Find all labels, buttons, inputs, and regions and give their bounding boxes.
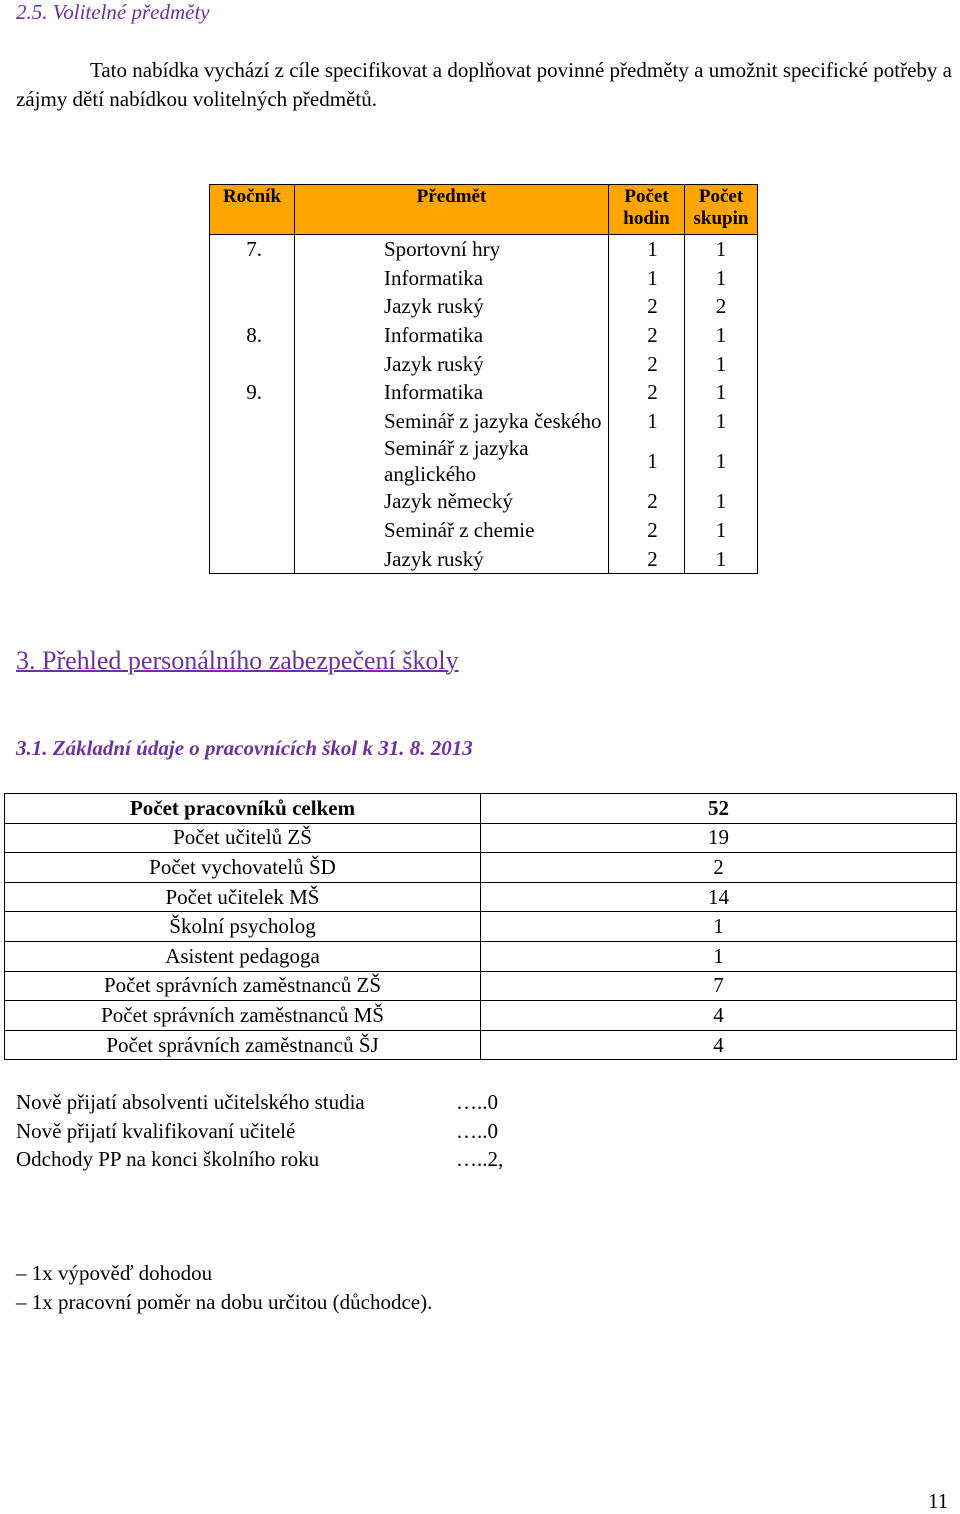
elective-row <box>210 264 758 293</box>
departure-item: – 1x pracovní poměr na dobu určitou (důchodce). <box>16 1290 433 1314</box>
staff-value: 2 <box>481 853 957 883</box>
subject-cell: Seminář z jazyka anglického <box>295 435 609 487</box>
subject-cell: Jazyk ruský <box>295 544 609 573</box>
elective-row <box>210 544 758 573</box>
subject-cell: Sportovní hry <box>295 235 609 264</box>
subject-cell: Seminář z chemie <box>295 516 609 545</box>
staff-value: 19 <box>481 823 957 853</box>
staff-value: 7 <box>481 971 957 1001</box>
departure-item: – 1x výpověď dohodou <box>16 1261 213 1285</box>
hours-cell: 2 <box>609 487 685 516</box>
hours-cell: 1 <box>609 435 685 487</box>
staff-value: 14 <box>481 882 957 912</box>
staff-value: 4 <box>481 1001 957 1031</box>
hours-cell: 1 <box>609 407 685 436</box>
groups-cell: 1 <box>685 321 758 350</box>
grade-cell: 8. <box>210 321 295 350</box>
staff-body <box>5 794 957 1060</box>
elective-row <box>210 235 758 264</box>
section-title: 2.5. Volitelné předměty <box>16 0 210 24</box>
staff-row <box>5 882 957 912</box>
electives-body <box>210 235 758 574</box>
elective-row <box>210 292 758 321</box>
subject-cell: Informatika <box>295 264 609 293</box>
info-label: Odchody PP na konci školního roku <box>16 1147 320 1171</box>
hours-cell: 2 <box>609 516 685 545</box>
hours-cell: 2 <box>609 321 685 350</box>
groups-cell: 1 <box>685 516 758 545</box>
groups-cell: 1 <box>685 378 758 407</box>
subject-cell: Jazyk ruský <box>295 349 609 378</box>
grade-cell <box>210 407 295 436</box>
staff-row <box>5 941 957 971</box>
groups-cell: 1 <box>685 544 758 573</box>
staff-value: 52 <box>481 794 957 824</box>
page-number: 11 <box>928 1489 949 1513</box>
groups-cell: 1 <box>685 235 758 264</box>
electives-table <box>209 184 758 574</box>
grade-cell <box>210 487 295 516</box>
elective-row <box>210 435 758 487</box>
subject-cell: Informatika <box>295 321 609 350</box>
grade-cell: 7. <box>210 235 295 264</box>
header-hours: Počet hodin <box>609 185 685 235</box>
staff-row <box>5 1001 957 1031</box>
subject-cell: Informatika <box>295 378 609 407</box>
staff-label: Počet učitelek MŠ <box>5 882 481 912</box>
grade-cell <box>210 292 295 321</box>
info-value: …..0 <box>456 1090 498 1114</box>
elective-row <box>210 321 758 350</box>
hours-cell: 1 <box>609 235 685 264</box>
groups-cell: 1 <box>685 407 758 436</box>
grade-cell <box>210 349 295 378</box>
staff-label: Počet pracovníků celkem <box>5 794 481 824</box>
staff-label: Počet vychovatelů ŠD <box>5 853 481 883</box>
intro-paragraph: Tato nabídka vychází z cíle specifikovat a doplňovat povinné předměty a umožnit specifické potřeby a zájmy dětí nabídkou volitelných předmětů. <box>16 58 952 111</box>
staff-row <box>5 1030 957 1060</box>
staff-row <box>5 794 957 824</box>
staff-label: Počet správních zaměstnanců ŠJ <box>5 1030 481 1060</box>
elective-row <box>210 407 758 436</box>
info-value: …..2, <box>456 1147 504 1171</box>
groups-cell: 1 <box>685 487 758 516</box>
staff-row <box>5 971 957 1001</box>
staff-value: 1 <box>481 941 957 971</box>
elective-row <box>210 487 758 516</box>
staff-value: 4 <box>481 1030 957 1060</box>
elective-row <box>210 516 758 545</box>
staff-label: Počet správních zaměstnanců MŠ <box>5 1001 481 1031</box>
hours-cell: 1 <box>609 264 685 293</box>
elective-row <box>210 349 758 378</box>
chapter-title: 3. Přehled personálního zabezpečení školy <box>16 646 459 675</box>
subject-cell: Jazyk německý <box>295 487 609 516</box>
electives-header-row <box>210 185 758 235</box>
subject-cell: Jazyk ruský <box>295 292 609 321</box>
staff-row <box>5 912 957 942</box>
staff-label: Počet učitelů ZŠ <box>5 823 481 853</box>
groups-cell: 1 <box>685 349 758 378</box>
staff-label: Školní psycholog <box>5 912 481 942</box>
hours-cell: 2 <box>609 544 685 573</box>
header-subject: Předmět <box>295 185 609 235</box>
groups-cell: 2 <box>685 292 758 321</box>
info-label: Nově přijatí kvalifikovaní učitelé <box>16 1118 296 1143</box>
staff-row <box>5 853 957 883</box>
subsection-title: 3.1. Základní údaje o pracovnících škol k 31. 8. 2013 <box>16 736 473 760</box>
hours-cell: 2 <box>609 378 685 407</box>
groups-cell: 1 <box>685 264 758 293</box>
hours-cell: 2 <box>609 349 685 378</box>
grade-cell <box>210 264 295 293</box>
subject-cell: Seminář z jazyka českého <box>295 407 609 436</box>
grade-cell: 9. <box>210 378 295 407</box>
staff-label: Asistent pedagoga <box>5 941 481 971</box>
staff-table <box>4 793 957 1060</box>
groups-cell: 1 <box>685 435 758 487</box>
header-grade: Ročník <box>210 185 295 235</box>
grade-cell <box>210 544 295 573</box>
staff-value: 1 <box>481 912 957 942</box>
grade-cell <box>210 435 295 487</box>
elective-row <box>210 378 758 407</box>
staff-label: Počet správních zaměstnanců ZŠ <box>5 971 481 1001</box>
info-label: Nově přijatí absolventi učitelského studia <box>16 1090 365 1114</box>
grade-cell <box>210 516 295 545</box>
hours-cell: 2 <box>609 292 685 321</box>
staff-row <box>5 823 957 853</box>
header-groups: Počet skupin <box>685 185 758 235</box>
info-value: …..0 <box>456 1118 498 1143</box>
